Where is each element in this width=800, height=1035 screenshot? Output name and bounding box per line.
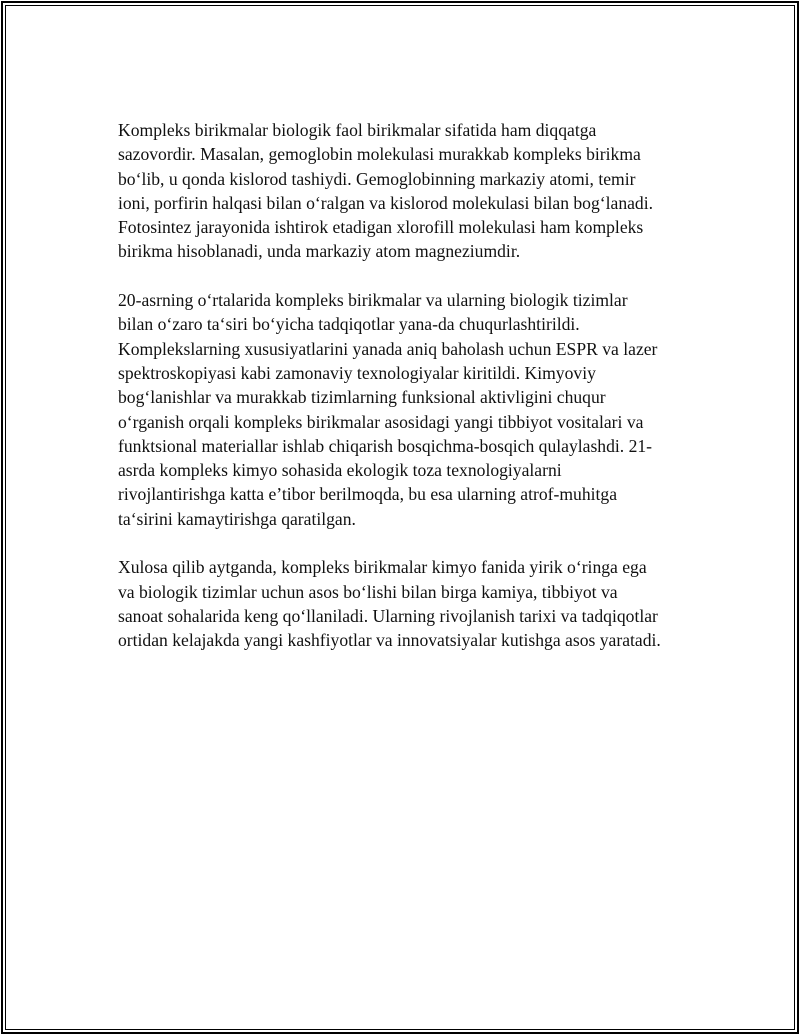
paragraph-conclusion: Xulosa qilib aytganda, kompleks birikmalar kimyo fanida yirik o‘ringa ega va biologik tizimlar uchun asos bo‘lishi bilan birga kamiya, tibbiyot va sanoat sohalarida keng qo‘llaniladi. Ularning rivojlanish tarixi va tadqiqotlar ortidan kelajakda yangi kashfiyotlar va innovatsiyalar kutishga asos yaratadi. <box>118 557 661 651</box>
document-body <box>118 118 693 677</box>
paragraph-biological-complexes: Kompleks birikmalar biologik faol birikmalar sifatida ham diqqatga sazovordir. Masalan, gemoglobin molekulasi murakkab kompleks birikma bo‘lib, u qonda kislorod tashiydi. Gemoglobinning markaziy atomi, temir ioni, porfirin halqasi bilan o‘ralgan va kislorod molekulasi bilan bog‘lanadi. Fotosintez jarayonida ishtirok etadigan xlorofill molekulasi ham kompleks birikma hisoblanadi, unda markaziy atom magneziumdir. <box>118 120 654 262</box>
paragraph-20th-century-research: 20-asrning o‘rtalarida kompleks birikmalar va ularning biologik tizimlar bilan o‘zaro ta‘siri bo‘yicha tadqiqotlar yana-da chuqurlashtirildi. Komplekslarning xususiyatlarini yanada aniq baholash uchun ESPR va lazer spektroskopiyasi kabi zamonaviy texnologiyalar kiritildi. Kimyoviy bog‘lanishlar va murakkab tizimlarning funksional aktivligini chuqur o‘rganish orqali kompleks birikmalar asosidagi yangi tibbiyot vositalari va funktsional materiallar ishlab chiqarish bosqichma-bosqich qulaylashdi. 21- asrda kompleks kimyo sohasida ekologik toza texnologiyalarni rivojlantirishga katta e’tibor berilmoqda, bu esa ularning atrof-muhitga ta‘sirini kamaytirishga qaratilgan. <box>118 290 658 529</box>
